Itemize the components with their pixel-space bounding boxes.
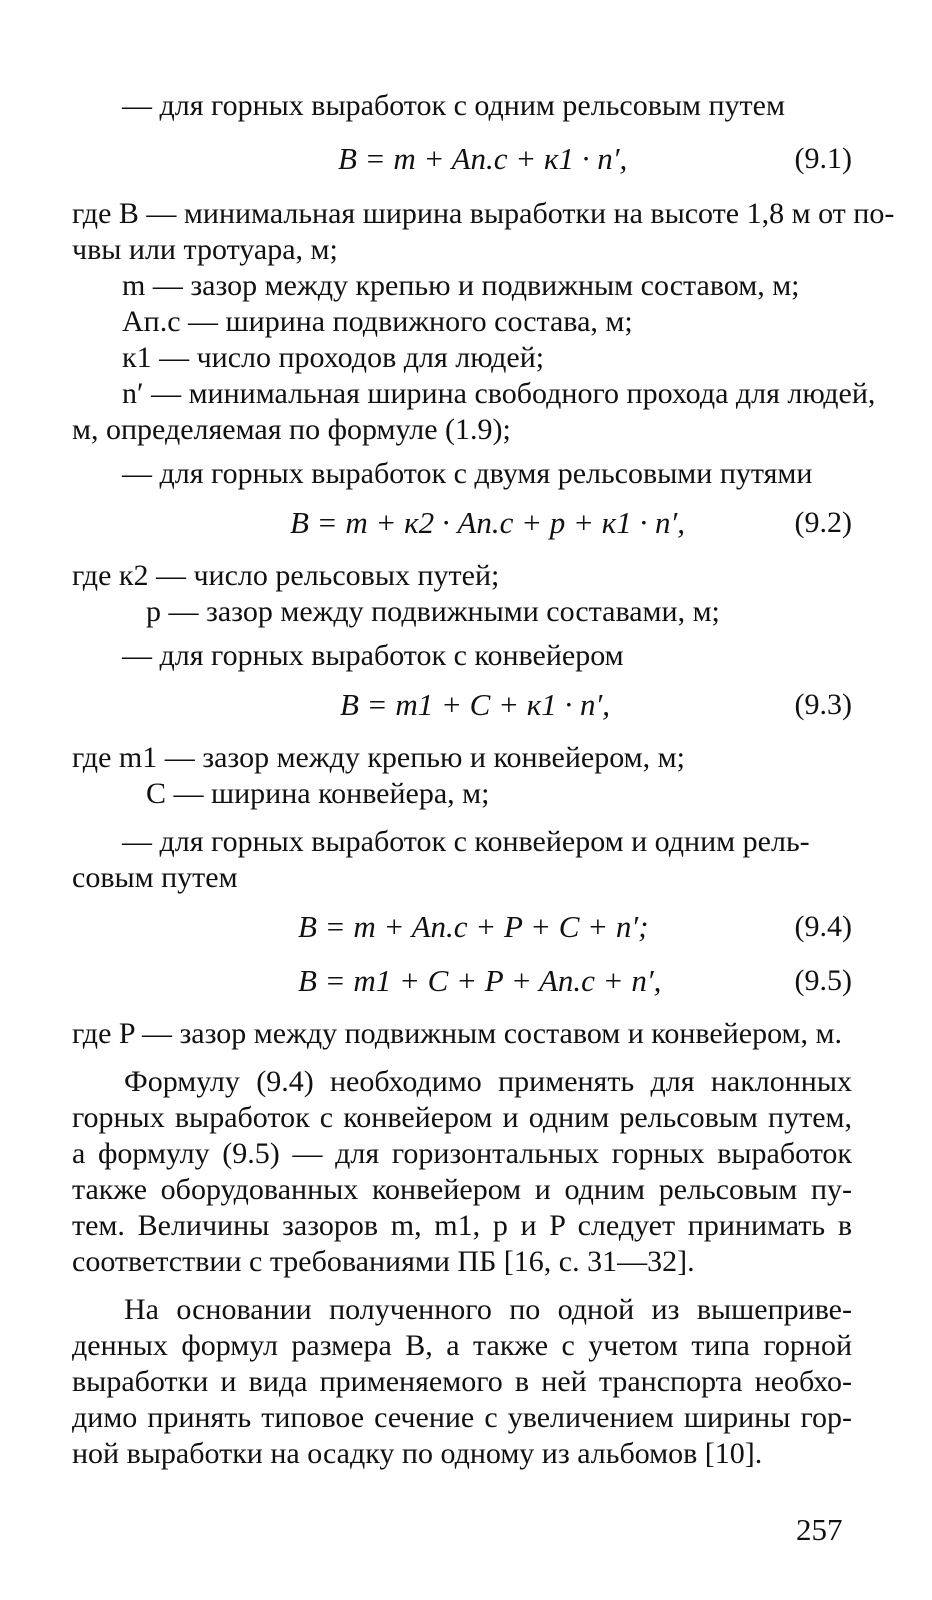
paragraph-line: денных формул размера B, а также с учетом типа горной (72, 1329, 852, 1362)
paragraph-line: горных выработок с конвейером и одним рельсовым путем, (72, 1101, 852, 1134)
definition-line: Aп.с — ширина подвижного состава, м; (122, 305, 633, 338)
formula-9-4: B = m + Aп.с + P + C + n′; (298, 909, 649, 944)
text-line: где B — минимальная ширина выработки на высоте 1,8 м от по- (72, 197, 895, 230)
text-line: — для горных выработок с двумя рельсовыми путями (122, 457, 813, 490)
paragraph-line: ной выработки на осадку по одному из альбомов [10]. (72, 1437, 763, 1470)
equation-number: (9.5) (794, 964, 852, 997)
text-line: чвы или тротуара, м; (72, 233, 338, 266)
text-line: — для горных выработок с конвейером (122, 639, 624, 672)
paragraph-line: выработки и вида применяемого в ней транспорта необхо- (72, 1365, 852, 1398)
text-line: — для горных выработок с конвейером и одним рель- (122, 825, 810, 858)
definition-line: p — зазор между подвижными составами, м; (146, 595, 720, 628)
paragraph-line: димо принять типовое сечение с увеличением ширины гор- (72, 1401, 852, 1434)
definition-line: к1 — число проходов для людей; (122, 341, 545, 374)
formula-9-3: B = m1 + C + к1 · n′, (340, 687, 611, 722)
definition-line: C — ширина конвейера, м; (146, 777, 490, 810)
paragraph-line: На основании полученного по одной из вышеприве- (124, 1293, 852, 1326)
definition-line: где m1 — зазор между крепью и конвейером, м; (72, 741, 685, 774)
equation-number: (9.2) (794, 506, 852, 539)
equation-number: (9.3) (794, 688, 852, 721)
paragraph-line: соответствии с требованиями ПБ [16, с. 31—32]. (72, 1245, 695, 1278)
paragraph-line: Формулу (9.4) необходимо применять для наклонных (124, 1065, 852, 1098)
equation-number: (9.4) (794, 910, 852, 943)
text-line: совым путем (72, 861, 238, 894)
definition-line: где к2 — число рельсовых путей; (72, 559, 500, 592)
equation-number: (9.1) (794, 142, 852, 175)
formula-9-2: B = m + к2 · Aп.с + p + к1 · n′, (290, 505, 685, 540)
page-number: 257 (796, 1512, 843, 1547)
formula-9-1: B = m + Aп.с + к1 · n′, (338, 141, 628, 176)
paragraph-line: также оборудованных конвейером и одним рельсовым пу- (72, 1173, 852, 1206)
formula-9-5: B = m1 + C + P + Aп.с + n′, (298, 963, 662, 998)
definition-line: n′ — минимальная ширина свободного прохода для людей, (122, 377, 876, 410)
text-line: — для горных выработок с одним рельсовым путем (122, 89, 785, 122)
text-line: м, определяемая по формуле (1.9); (72, 413, 511, 446)
definition-line: где P — зазор между подвижным составом и конвейером, м. (72, 1017, 842, 1050)
definition-line: m — зазор между крепью и подвижным составом, м; (122, 269, 800, 302)
paragraph-line: а формулу (9.5) — для горизонтальных горных выработок (72, 1137, 852, 1170)
paragraph-line: тем. Величины зазоров m, m1, p и P следует принимать в (72, 1209, 852, 1242)
